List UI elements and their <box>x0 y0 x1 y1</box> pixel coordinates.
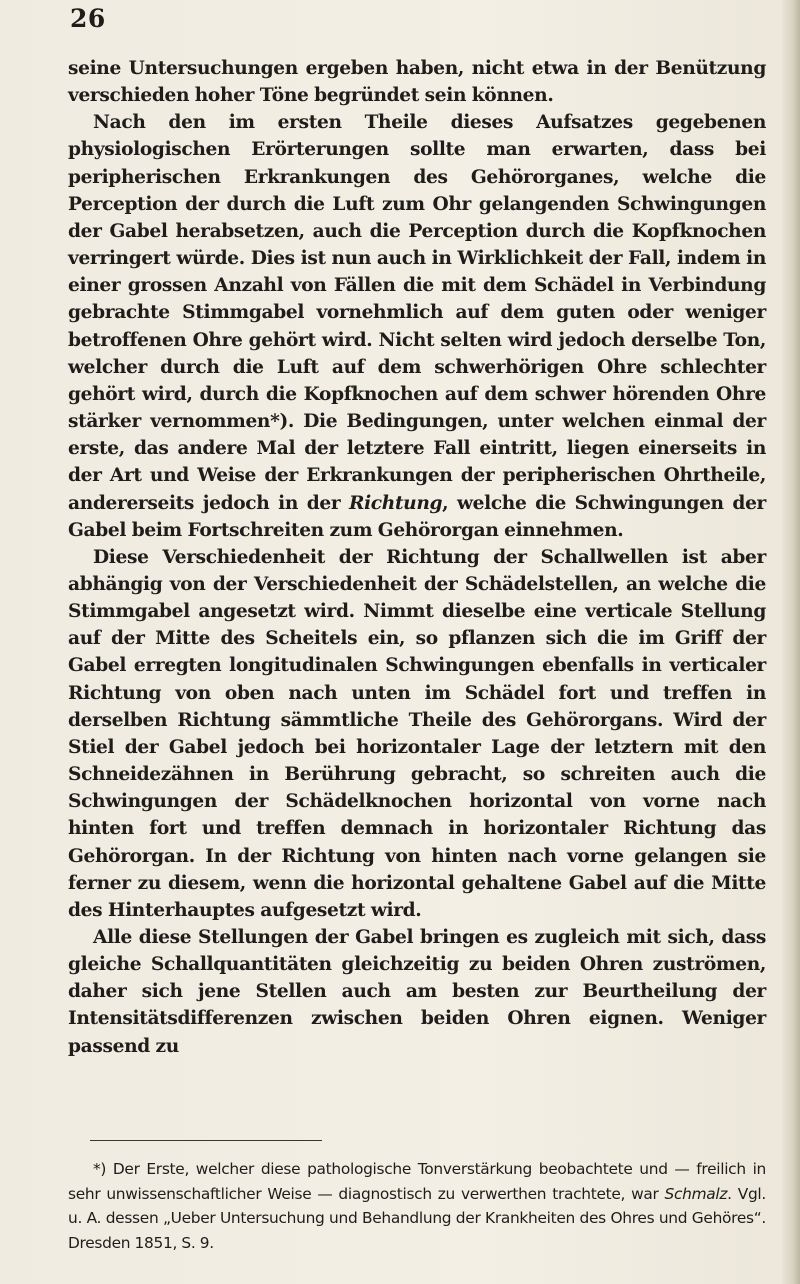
emphasis-richtung: Richtung <box>348 492 443 514</box>
footnote-text-start: *) Der Erste, welcher diese pathologische Tonverstärkung beobachtete und — freilich in sehr unwissenschaftlicher Weise — diagnostisch zu verwerthen trachtete, war <box>68 1160 766 1203</box>
footnote-text <box>68 1157 766 1255</box>
main-text <box>68 55 766 1060</box>
paragraph-positions: Alle diese Stellungen der Gabel bringen es zugleich mit sich, dass gleiche Schallquantitäten gleichzeitig zu beiden Ohren zuströmen, daher sich jene Stellen auch am besten zur Beurtheilung der Intensitätsdifferenzen zwischen beiden Ohren eignen. Weniger passend zu <box>68 927 766 1057</box>
paragraph-direction: Diese Verschiedenheit der Richtung der Schallwellen ist aber abhängig von der Verschiedenheit der Schädelstellen, an welche die Stimmgabel angesetzt wird. Nimmt dieselbe eine verticale Stellung auf der Mitte des Scheitels ein, so pflanzen sich die im Griff der Gabel erregten longitudinalen Schwingungen ebenfalls in verticaler Richtung von oben nach unten im Schädel fort und treffen in derselben Richtung sämmtliche Theile des Gehörorgans. Wird der Stiel der Gabel jedoch bei horizontaler Lage der letztern mit den Schneidezähnen in Berührung gebracht, so schreiten auch die Schwingungen der Schädelknochen horizontal von vorne nach hinten fort und treffen demnach in horizontaler Richtung das Gehörorgan. In der Richtung von hinten nach vorne gelangen sie ferner zu diesem, wenn die horizontal gehaltene Gabel auf die Mitte des Hinterhauptes aufgesetzt wird. <box>68 546 766 921</box>
page-edge <box>782 0 800 1284</box>
footnote-text-end: . Vgl. u. A. dessen „Ueber Untersuchung und Behandlung der Krankheiten des Ohres und Gehöres“. Dresden 1851, S. 9. <box>68 1184 766 1252</box>
footnote-author: Schmalz <box>664 1184 728 1203</box>
paragraph-perception <box>68 109 766 544</box>
paragraph-perception-end: , welche die Schwingungen der Gabel beim Fortschreiten zum Gehörorgan einnehmen. <box>68 492 766 541</box>
page-number: 26 <box>70 4 106 33</box>
paragraph-perception-text: Nach den im ersten Theile dieses Aufsatzes gegebenen physiologischen Erörterungen sollte man erwarten, dass bei peripherischen Erkrankungen des Gehörorganes, welche die Perception der durch die Luft zum Ohr gelangenden Schwingungen der Gabel herabsetzen, auch die Perception durch die Kopfknochen verringert würde. Dies ist nun auch in Wirklichkeit der Fall, indem in einer grossen Anzahl von Fällen die mit dem Schädel in Verbindung gebrachte Stimmgabel vornehmlich auf dem guten oder weniger betroffenen Ohre gehört wird. Nicht selten wird jedoch derselbe Ton, welcher durch die Luft auf dem schwerhörigen Ohre schlechter gehört wird, durch die Kopfknochen auf dem schwer hörenden Ohre stärker vernommen*). Die Bedingungen, unter welchen einmal der erste, das andere Mal der letztere Fall eintritt, liegen einerseits in der Art und Weise der Erkrankungen der peripherischen Ohrtheile, andererseits jedoch in der <box>68 112 766 514</box>
paragraph-continuation: seine Untersuchungen ergeben haben, nicht etwa in der Benützung verschieden hoher Töne begründet sein können. <box>68 58 766 107</box>
footnote-divider <box>90 1140 322 1141</box>
footnote <box>68 1157 766 1255</box>
